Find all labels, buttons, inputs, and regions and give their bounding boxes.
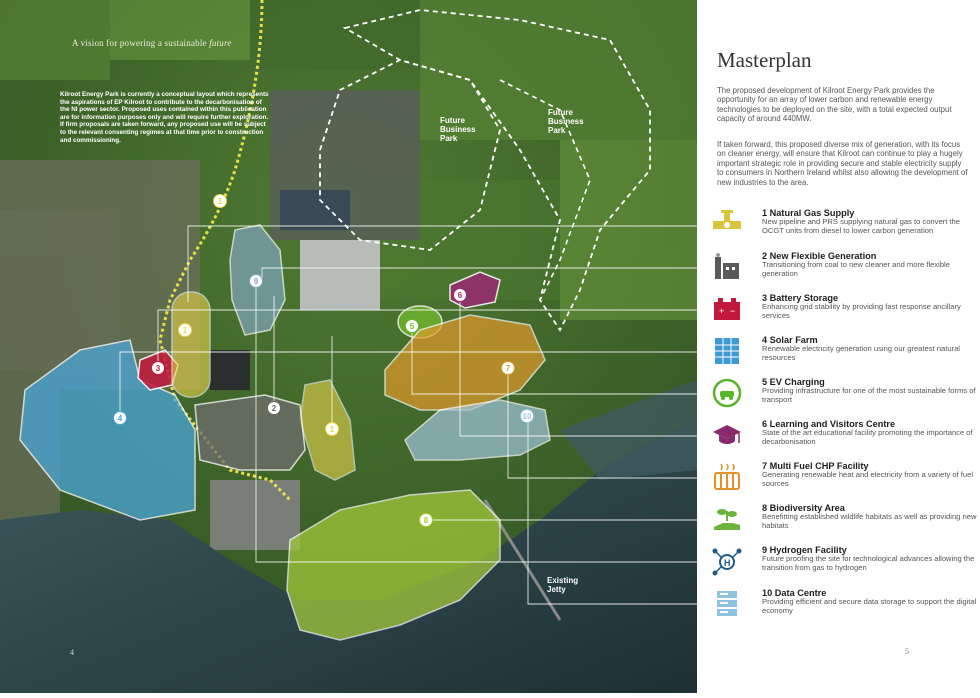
zone-2-flexible-generation bbox=[195, 395, 305, 470]
legend-title: 9 Hydrogen Facility bbox=[762, 545, 847, 555]
legend-text bbox=[762, 588, 977, 615]
legend-item bbox=[711, 293, 973, 331]
legend-description: Renewable electricity generation using our greatest natural resources bbox=[762, 344, 960, 362]
gas-pipeline-icon bbox=[711, 208, 743, 240]
legend-text bbox=[762, 545, 977, 572]
legend-text bbox=[762, 419, 977, 446]
legend-text bbox=[762, 251, 977, 278]
legend-title: 5 EV Charging bbox=[762, 377, 825, 387]
legend-description: Transitioning from coal to new cleaner and more flexible generation bbox=[762, 260, 950, 278]
legend-text bbox=[762, 293, 977, 320]
page-number-right: 5 bbox=[905, 647, 909, 656]
masterplan-panel bbox=[697, 0, 980, 693]
zone-marker-1: 1 bbox=[213, 194, 227, 208]
server-rack-icon bbox=[711, 588, 743, 620]
legend-item bbox=[711, 588, 977, 626]
legend-item bbox=[711, 503, 977, 541]
legend-item bbox=[711, 377, 976, 415]
legend-text bbox=[762, 208, 977, 235]
disclaimer-text bbox=[60, 91, 270, 144]
label-future-business-park: Future Business Park bbox=[548, 108, 584, 135]
zone-marker-9: 9 bbox=[249, 274, 263, 288]
disclaimer-paragraph: If firm proposals are taken forward, any proposed use will be subject to the relevant consenting regimes at that time prior to construction and commissioning. bbox=[60, 121, 266, 144]
legend-item bbox=[711, 545, 973, 583]
legend-title: 10 Data Centre bbox=[762, 588, 827, 598]
page-number-left: 4 bbox=[70, 648, 74, 657]
brochure-tagline: A vision for powering a sustainable future bbox=[72, 38, 232, 48]
label-future-business-park: Future Business Park bbox=[440, 116, 476, 143]
legend-item bbox=[711, 208, 973, 246]
zone-marker-7: 7 bbox=[501, 361, 515, 375]
power-plant-icon bbox=[711, 251, 743, 283]
zone-marker-8: 8 bbox=[419, 513, 433, 527]
zone-marker-10: 10 bbox=[520, 409, 534, 423]
legend-title: 1 Natural Gas Supply bbox=[762, 208, 855, 218]
legend-title: 4 Solar Farm bbox=[762, 335, 818, 345]
legend-item bbox=[711, 251, 973, 289]
legend-description: State of the art educational facility promoting the importance of decarbonisation bbox=[762, 428, 973, 446]
ev-charging-icon bbox=[711, 377, 743, 409]
svg-text:+: + bbox=[719, 306, 725, 316]
legend-title: 2 New Flexible Generation bbox=[762, 251, 877, 261]
zone-marker-4: 4 bbox=[113, 411, 127, 425]
zone-marker-3: 3 bbox=[151, 361, 165, 375]
hydrogen-molecule-icon bbox=[711, 545, 743, 577]
legend-description: Future proofing the site for technological advances allowing the transition from gas to hydrogen bbox=[762, 554, 975, 572]
zone-marker-5: 5 bbox=[405, 319, 419, 333]
page-title: Masterplan bbox=[717, 48, 812, 72]
solar-panel-icon bbox=[711, 335, 743, 367]
legend-item bbox=[711, 419, 973, 457]
battery-icon bbox=[711, 293, 743, 325]
disclaimer-paragraph: Kilroot Energy Park is currently a conceptual layout which represents the aspirations of EP Kilroot to contribute to the decarbonisation of the NI power sector. Proposed uses contained within this publication are for information purposes only and will require further exploration. bbox=[60, 91, 269, 121]
svg-text:−: − bbox=[730, 306, 736, 316]
legend-title: 6 Learning and Visitors Centre bbox=[762, 419, 896, 429]
zone-marker-6: 6 bbox=[453, 288, 467, 302]
zone-marker-1: 1 bbox=[178, 323, 192, 337]
legend-text bbox=[762, 503, 977, 530]
legend-title: 8 Biodiversity Area bbox=[762, 503, 845, 513]
plant-hand-icon bbox=[711, 503, 743, 535]
legend-description: New pipeline and PRS supplying natural gas to convert the OCGT units from diesel to lower carbon generation bbox=[762, 217, 960, 235]
legend-text bbox=[762, 335, 977, 362]
intro-paragraph: The proposed development of Kilroot Energy Park provides the opportunity for an array of lower carbon and renewable energy technologies to be deployed on the site, with a total expected output capacity of around 440MW. bbox=[717, 86, 952, 124]
zone-marker-2: 2 bbox=[267, 401, 281, 415]
label-existing-jetty: Existing Jetty bbox=[547, 576, 579, 594]
legend-item bbox=[711, 461, 973, 499]
legend-description: Providing infrastructure for one of the most sustainable forms of transport bbox=[762, 386, 976, 404]
legend-item bbox=[711, 335, 973, 373]
legend-description: Providing efficient and secure data storage to support the digital economy bbox=[762, 597, 977, 615]
legend-description: Benefitting established wildlife habitats as well as providing new habitats bbox=[762, 512, 977, 530]
legend-description: Generating renewable heat and electricity from a variety of fuel sources bbox=[762, 470, 974, 488]
heater-icon bbox=[711, 461, 743, 493]
legend-text bbox=[762, 461, 977, 488]
legend-title: 7 Multi Fuel CHP Facility bbox=[762, 461, 869, 471]
zone-marker-1: 1 bbox=[325, 422, 339, 436]
zone-1-pipeline-a bbox=[172, 292, 210, 397]
svg-text:H: H bbox=[724, 558, 731, 568]
legend-title: 3 Battery Storage bbox=[762, 293, 839, 303]
graduation-cap-icon bbox=[711, 419, 743, 451]
legend-description: Enhancing grid stability by providing fast response ancillary services bbox=[762, 302, 961, 320]
legend-text bbox=[762, 377, 977, 404]
intro-paragraph: If taken forward, this proposed diverse mix of generation, with its focus on cleaner energy, will ensure that Kilroot can continue to play a hugely important strategic role in providing secure and stable electricity supply to consumers in Northern Ireland whilst also allowing the development of new industries to the area. bbox=[717, 140, 968, 187]
